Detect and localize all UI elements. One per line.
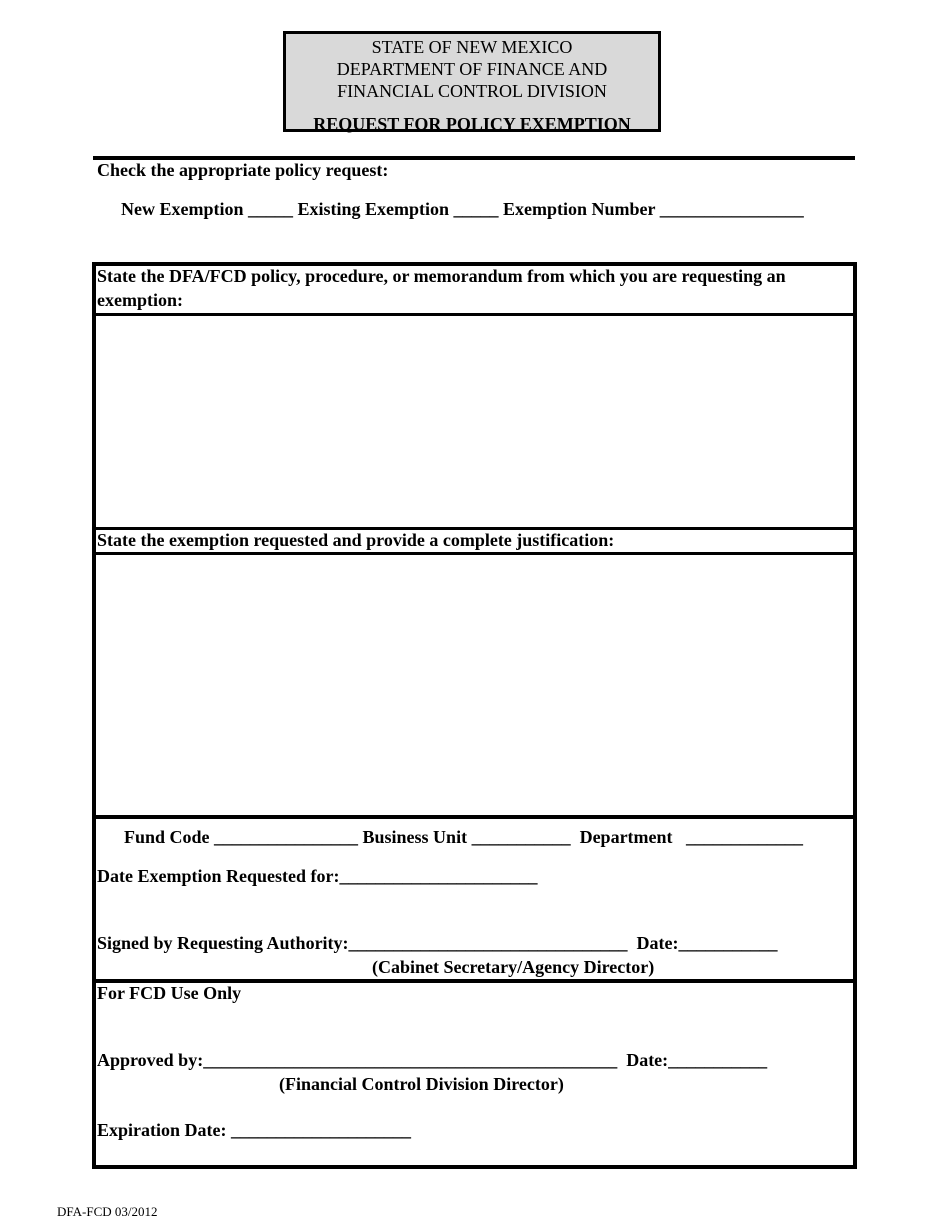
form-title: REQUEST FOR POLICY EXEMPTION xyxy=(313,114,631,134)
form-id-footer: DFA-FCD 03/2012 xyxy=(57,1204,158,1219)
section1-header-divider xyxy=(92,313,857,316)
justification-section-label: State the exemption requested and provide a complete justification: xyxy=(97,530,615,550)
exemption-type-row[interactable]: New Exemption _____ Existing Exemption _____ Exemption Number ________________ xyxy=(121,199,804,219)
policy-section-label: State the DFA/FCD policy, procedure, or memorandum from which you are requesting an exemption: xyxy=(97,266,786,310)
approved-caption: (Financial Control Division Director) xyxy=(279,1074,564,1094)
header-department: DEPARTMENT OF FINANCE AND xyxy=(336,59,608,79)
header-division: FINANCIAL CONTROL DIVISION xyxy=(337,81,607,101)
fund-code-row[interactable]: Fund Code ________________ Business Unit ___________ Department _____________ xyxy=(124,827,804,847)
check-request-label: Check the appropriate policy request: xyxy=(97,160,389,180)
signature-caption: (Cabinet Secretary/Agency Director) xyxy=(372,957,655,977)
approved-by-row[interactable]: Approved by:______________________________________________ Date:___________ xyxy=(97,1050,768,1070)
header-state: STATE OF NEW MEXICO xyxy=(371,37,573,57)
justification-entry-area[interactable] xyxy=(96,556,853,814)
expiration-date-field[interactable]: Expiration Date: ____________________ xyxy=(97,1120,411,1140)
fcd-use-label: For FCD Use Only xyxy=(97,983,242,1003)
policy-entry-area[interactable] xyxy=(96,317,853,526)
section2-header-divider xyxy=(92,552,857,555)
details-top-divider xyxy=(92,815,857,819)
date-requested-field[interactable]: Date Exemption Requested for:______________________ xyxy=(97,866,538,886)
signature-row[interactable]: Signed by Requesting Authority:_______________________________ Date:___________ xyxy=(97,933,778,953)
header-box xyxy=(283,31,661,132)
